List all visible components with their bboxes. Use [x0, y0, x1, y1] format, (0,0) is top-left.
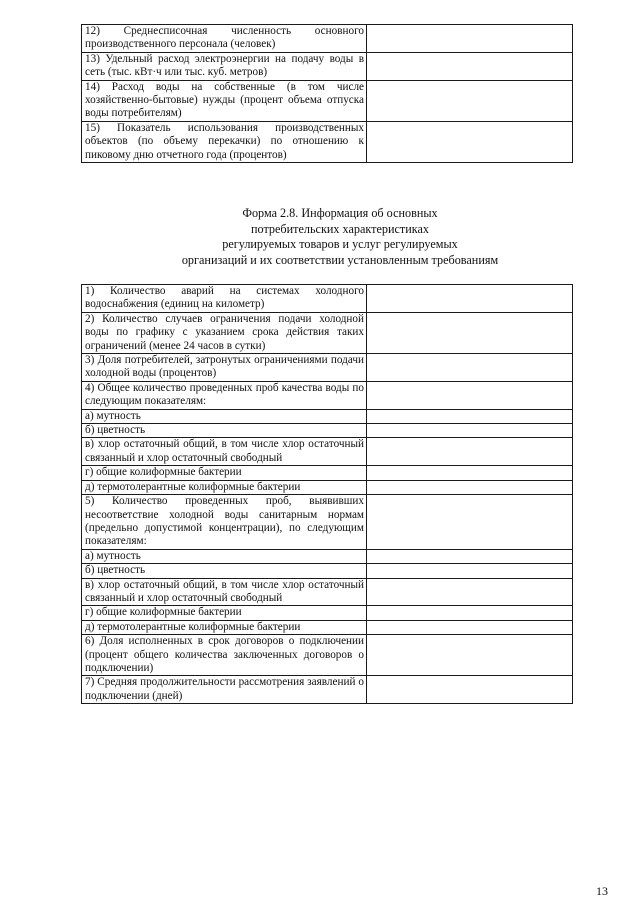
row-label: 3) Доля потребителей, затронутых ограничениями подачи холодной воды (процентов): [82, 354, 367, 382]
table-row: [82, 578, 573, 606]
table-row: [82, 549, 573, 563]
row-value-cell: [367, 606, 573, 620]
page-number: 13: [596, 884, 608, 898]
table-row: [82, 25, 573, 53]
row-value-cell: [367, 438, 573, 466]
row-label: б) цветность: [82, 564, 367, 578]
row-label: 4) Общее количество проведенных проб качества воды по следующим показателям:: [82, 381, 367, 409]
table-row: [82, 354, 573, 382]
row-value-cell: [367, 564, 573, 578]
table-row: [82, 121, 573, 162]
form-title-line: потребительских характеристиках: [251, 221, 429, 236]
row-value-cell: [367, 354, 573, 382]
row-value-cell: [367, 635, 573, 676]
row-value-cell: [367, 25, 573, 53]
row-value-cell: [367, 409, 573, 423]
form-title-line: Форма 2.8. Информация об основных: [242, 206, 438, 220]
row-value-cell: [367, 121, 573, 162]
form-title-line: регулируемых товаров и услуг регулируемых: [222, 237, 458, 252]
table-row: [82, 480, 573, 494]
consumer-characteristics-table: [81, 284, 573, 704]
table-row: [82, 52, 573, 80]
table-row: [82, 312, 573, 353]
row-label: 13) Удельный расход электроэнергии на подачу воды в сеть (тыс. кВт·ч или тыс. куб. метров): [82, 52, 367, 80]
row-value-cell: [367, 549, 573, 563]
row-value-cell: [367, 312, 573, 353]
table-row: [82, 676, 573, 704]
table-row: [82, 285, 573, 313]
row-value-cell: [367, 285, 573, 313]
row-value-cell: [367, 424, 573, 438]
row-label: д) термотолерантные колиформные бактерии: [82, 620, 367, 634]
table-row: [82, 495, 573, 550]
row-label: 2) Количество случаев ограничения подачи холодной воды по графику с указанием срока действия таких ограничений (менее 24 часов в сутки): [82, 312, 367, 353]
row-value-cell: [367, 381, 573, 409]
table-row: [82, 635, 573, 676]
row-label: 5) Количество проведенных проб, выявивших несоответствие холодной воды санитарным нормам (предельно допустимой концентрации), по следующим показателям:: [82, 495, 367, 550]
indicators-table-continued: [81, 24, 573, 163]
row-label: а) мутность: [82, 549, 367, 563]
table-row: [82, 606, 573, 620]
row-label: в) хлор остаточный общий, в том числе хлор остаточный связанный и хлор остаточный свободный: [82, 578, 367, 606]
row-label: в) хлор остаточный общий, в том числе хлор остаточный связанный и хлор остаточный свободный: [82, 438, 367, 466]
table-row: [82, 620, 573, 634]
row-label: 12) Среднесписочная численность основного производственного персонала (человек): [82, 25, 367, 53]
row-label: б) цветность: [82, 424, 367, 438]
form-title-line: организаций и их соответствии установленным требованиям: [181, 252, 499, 267]
row-label: а) мутность: [82, 409, 367, 423]
row-value-cell: [367, 676, 573, 704]
row-value-cell: [367, 495, 573, 550]
row-label: 6) Доля исполненных в срок договоров о подключении (процент общего количества заключенных договоров о подключении): [82, 635, 367, 676]
row-label: г) общие колиформные бактерии: [82, 466, 367, 480]
table-row: [82, 409, 573, 423]
table-row: [82, 80, 573, 121]
row-value-cell: [367, 620, 573, 634]
row-label: 7) Средняя продолжительности рассмотрения заявлений о подключении (дней): [82, 676, 367, 704]
row-label: 1) Количество аварий на системах холодного водоснабжения (единиц на километр): [82, 285, 367, 313]
row-value-cell: [367, 466, 573, 480]
row-label: 14) Расход воды на собственные (в том числе хозяйственно-бытовые) нужды (процент объема отпуска воды потребителям): [82, 80, 367, 121]
row-value-cell: [367, 80, 573, 121]
row-label: г) общие колиформные бактерии: [82, 606, 367, 620]
row-value-cell: [367, 578, 573, 606]
table-row: [82, 438, 573, 466]
row-label: д) термотолерантные колиформные бактерии: [82, 480, 367, 494]
table-row: [82, 381, 573, 409]
form-title: [150, 206, 530, 268]
row-value-cell: [367, 480, 573, 494]
row-label: 15) Показатель использования производственных объектов (по объему перекачки) по отношению к пиковому дню отчетного года (процентов): [82, 121, 367, 162]
table-row: [82, 466, 573, 480]
table-row: [82, 424, 573, 438]
table-row: [82, 564, 573, 578]
row-value-cell: [367, 52, 573, 80]
